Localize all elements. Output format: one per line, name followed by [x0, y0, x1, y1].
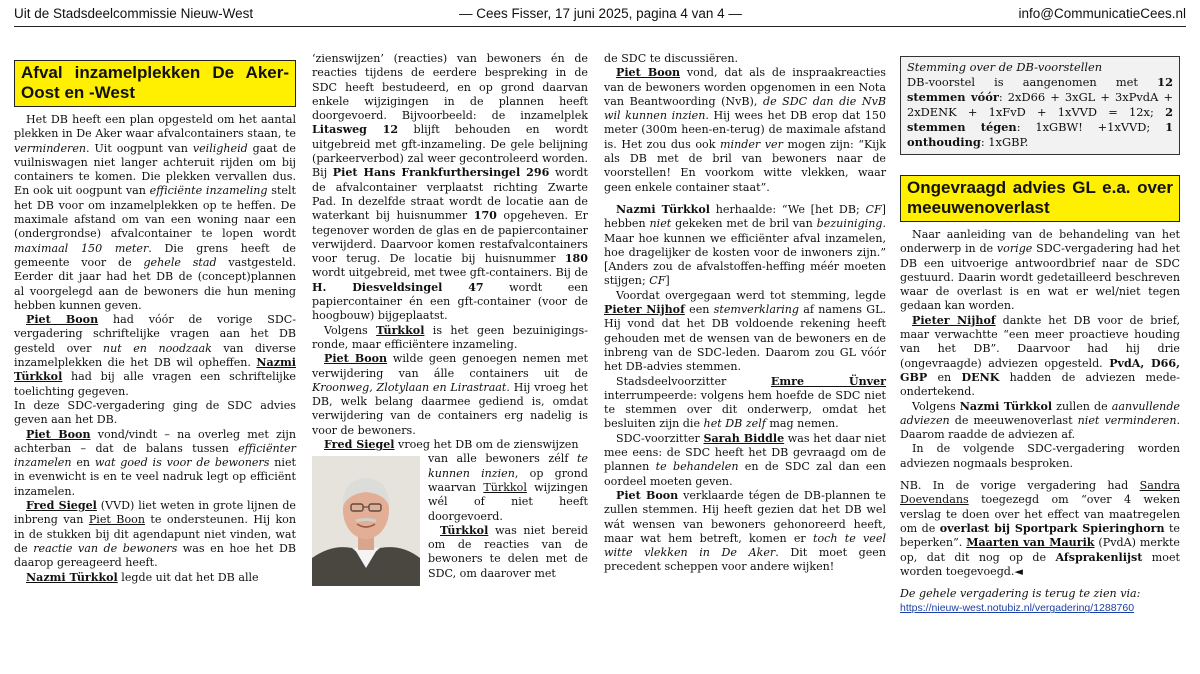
vote-text: : 2xD66 + 3xGL + 3xPvdA + 2xDENK + 1xFvD + 1xVVD = 12x;	[907, 90, 1173, 119]
article-title: Afval inzamelplekken De Aker-Oost en -West	[14, 60, 296, 107]
paragraph: Türkkol was niet bereid om de reacties van de bewoners te delen met de SDC, om daarover met	[428, 523, 588, 580]
column-1	[14, 60, 296, 585]
vote-box	[900, 56, 1180, 155]
header-source: Uit de Stadsdeelcommissie Nieuw-West	[14, 6, 254, 21]
paragraph: Het DB heeft een plan opgesteld om het aantal plekken in De Aker waar afvalcontainers staan, te verminderen. Uit oogpunt van veiligheid gaat de vuilniswagen niet langer achteruit rijden om bij containers te komen. Die plekken vervallen dus. En ook uit oogpunt van efficiënte inzameling stelt het DB voor om inzamelplekken op te heffen. De maximale afstand om van een woning naar een (ondergrondse) afvalcontainer te lopen wordt maximaal 150 meter. Die grens heeft de gemeente voor de gehele stad vastgesteld. Eerder dit jaar had het DB de (concept)plannen al voorgelegd aan de bewoners die hun mening hebben kunnen geven.	[14, 113, 296, 312]
header-email: info@CommunicatieCees.nl	[1018, 6, 1186, 21]
vote-text: : 1xGBP.	[980, 135, 1029, 149]
meeting-link[interactable]	[900, 601, 1180, 615]
paragraph: Piet Boon vond, dat als de inspraakreacties van de bewoners worden opgenomen in een Nota van Beantwoording (NvB), de SDC dan die NvB wil kunnen inzien. Hij wees het DB erop dat 150 meter (300m heen-en-terug) de maximale afstand is. Het zou dus ook minder ver mogen zijn: “Kijk als DB met de bril van bewoners naar de voorstellen! En voorkom witte vlekken, waar geen enkele container staat”.	[604, 66, 886, 194]
vote-text: : 1xGBW! +1xVVD;	[1016, 120, 1151, 134]
article-title: Ongevraagd advies GL e.a. over meeuwenoverlast	[900, 175, 1180, 222]
paragraph: Voordat overgegaan werd tot stemming, legde Pieter Nijhof een stemverklaring af namens GL. Hij vond dat het DB voldoende rekening heeft gehouden met de wensen van de bewoners en de inbreng van de SDC-leden. Daarom zou GL vóór het DB-advies stemmen.	[604, 288, 886, 374]
paragraph: Piet Boon wilde geen genoegen nemen met verwijdering van álle containers uit de Kroonweg, Zlotylaan en Lirastraat. Hij vroeg het DB, welk belang daarmee gediend is, omdat verwijdering van de containers erg nadelig is voor de bewoners.	[312, 352, 589, 437]
paragraph: In de volgende SDC-vergadering worden adviezen nogmaals besproken.	[900, 442, 1180, 470]
paragraph: Stadsdeelvoorzitter Emre Ünver interrumpeerde: volgens hem hoefde de SDC niet te stemmen over dit onderwerp, omdat het besluiten zijn die het DB zelf mag nemen.	[604, 374, 886, 431]
paragraph: de SDC te discussiëren.	[604, 52, 738, 65]
vote-count-for: 12 stemmen vóór	[907, 75, 1173, 104]
vote-box-body	[907, 75, 1173, 150]
portrait-photo	[312, 456, 420, 586]
paragraph: Fred Siegel vroeg het DB om de zienswijzen	[324, 438, 579, 452]
paragraph: Fred Siegel (VVD) liet weten in grote lijnen de inbreng van Piet Boon te ondersteunen. Hij kon in de stukken bij dit agendapunt niet vinden, wat de reactie van de bewoners was en hoe het DB daarop gereageerd heeft.	[14, 499, 297, 570]
vote-count-against: 2 stemmen tégen	[907, 105, 1174, 134]
footer-caption: De gehele vergadering is terug te zien via:	[900, 587, 1141, 601]
portrait-image	[312, 456, 420, 586]
header-byline: — Cees Fisser, 17 juni 2025, pagina 4 van 4 —	[459, 6, 742, 21]
meeting-url[interactable]: https://nieuw-west.notubiz.nl/vergadering/1288760	[900, 602, 1135, 615]
paragraph: In deze SDC-vergadering ging de SDC advies geven aan het DB.	[14, 398, 296, 427]
vote-count-abstain: 1 onthouding	[907, 120, 1173, 149]
paragraph: NB. In de vorige vergadering had Sandra Doevendans toegezegd om “over 4 weken verslag te doen over het effect van maatregelen om de overlast bij Sportpark Spieringhorn te beperken”. Maarten van Maurik (PvdA) merkte op, dat dit nog op de Afsprakenlijst moet worden toegevoegd.◄	[900, 479, 1181, 578]
page-header	[14, 4, 1186, 27]
column-3	[604, 52, 886, 575]
paragraph: SDC-voorzitter Sarah Biddle was het daar niet mee eens: de SDC heeft het DB gevraagd om de plannen te behandelen en de SDC zal dan een oordeel moeten geven.	[604, 431, 886, 488]
paragraph: Pieter Nijhof dankte het DB voor de brief, maar verwachtte “een meer proactieve houding van het DB”. Daarvoor had hij drie (ongevraagde) adviezen opgesteld. PvdA, D66, GBP en DENK hadden de adviezen mede-ondertekend.	[900, 313, 1180, 399]
paragraph: Piet Boon had vóór de vorige SDC-vergadering schriftelijke vragen aan het DB gesteld over nut en noodzaak van diverse inzamelplekken die het DB wil opheffen. Nazmi Türkkol had bij alle vragen een schriftelijke toelichting gegeven.	[14, 313, 296, 398]
paragraph: Piet Boon vond/vindt – na overleg met zijn achterban – dat de balans tussen efficiënter inzamelen en wat goed is voor de bewoners niet in evenwicht is en te veel nadruk legt op efficiënt inzamelen.	[14, 427, 296, 498]
paragraph: van alle bewoners zélf te kunnen inzien, op grond waarvan Türkkol wijzingen wél of niet heeft doorgevoerd.	[428, 452, 588, 523]
paragraph: Piet Boon verklaarde tégen de DB-plannen te zullen stemmen. Hij heeft gezien dat het DB wel wát wensen van bewoners gehonoreerd heeft, maar wat hem betreft, komen er toch te veel witte vlekken in De Aker. Dit moet geen precedent scheppen voor andere wijken!	[604, 488, 887, 574]
paragraph: Nazmi Türkkol herhaalde: “We [het DB; CF] hebben niet gekeken met de bril van bezuiniging. Maar hoe kunnen we efficiënter afval inzamelen, hoe dragelijker de kosten voor de inwoners zijn.” [Anders zou de afvalstoffen-heffing méér moeten stijgen; CF]	[604, 202, 886, 288]
vote-box-title: Stemming over de DB-voorstellen	[907, 60, 1103, 74]
paragraph: Volgens Nazmi Türkkol zullen de aanvullende adviezen de meeuwenoverlast niet verminderen. Daarom raadde de adviezen af.	[900, 399, 1180, 442]
paragraph: Volgens Türkkol is het geen bezuinigings-ronde, maar efficiëntere inzameling.	[312, 323, 588, 351]
vote-text: DB-voorstel is aangenomen met	[907, 75, 1138, 89]
column-4	[900, 56, 1180, 616]
paragraph: Nazmi Türkkol legde uit dat het DB alle	[26, 570, 259, 584]
paragraph: Naar aanleiding van de behandeling van het onderwerp in de vorige SDC-vergadering had het DB een uitvoerige antwoordbrief naar de SDC gestuurd. Daarin wordt gedetailleerd beschreven waar de overlast is en wat er wel/niet tegen gedaan kan worden.	[900, 228, 1180, 313]
column-2	[312, 52, 588, 590]
paragraph: ‘zienswijzen’ (reacties) van bewoners én de reacties tijdens de eerdere bespreking in de SDC heeft bestudeerd, en op grond daarvan enkele wijzigingen in de plannen heeft doorgevoerd. Bijvoorbeeld: de inzamelplek Litasweg 12 blijft behouden en wordt uitgebreid met gft-inzameling. De gele belijning (parkeerverbod) zal weer gecontroleerd worden. Bij Piet Hans Frankfurthersingel 296 wordt de afvalcontainer verplaatst richting Zwarte Pad. In dezelfde straat wordt de locatie aan de waterkant bij huisnummer 170 opgeheven. Er tegenover worden de glas en de papiercontainer verwijderd. Daarvoor komen restafvalcontainers voor terug. De locatie bij huisnummer 180 wordt uitgebreid, met twee gft-containers. Bij de H. Diesveldsingel 47 wordt een papiercontainer én een gft-container (voor de hoogbouw) bijgeplaatst.	[312, 52, 588, 323]
